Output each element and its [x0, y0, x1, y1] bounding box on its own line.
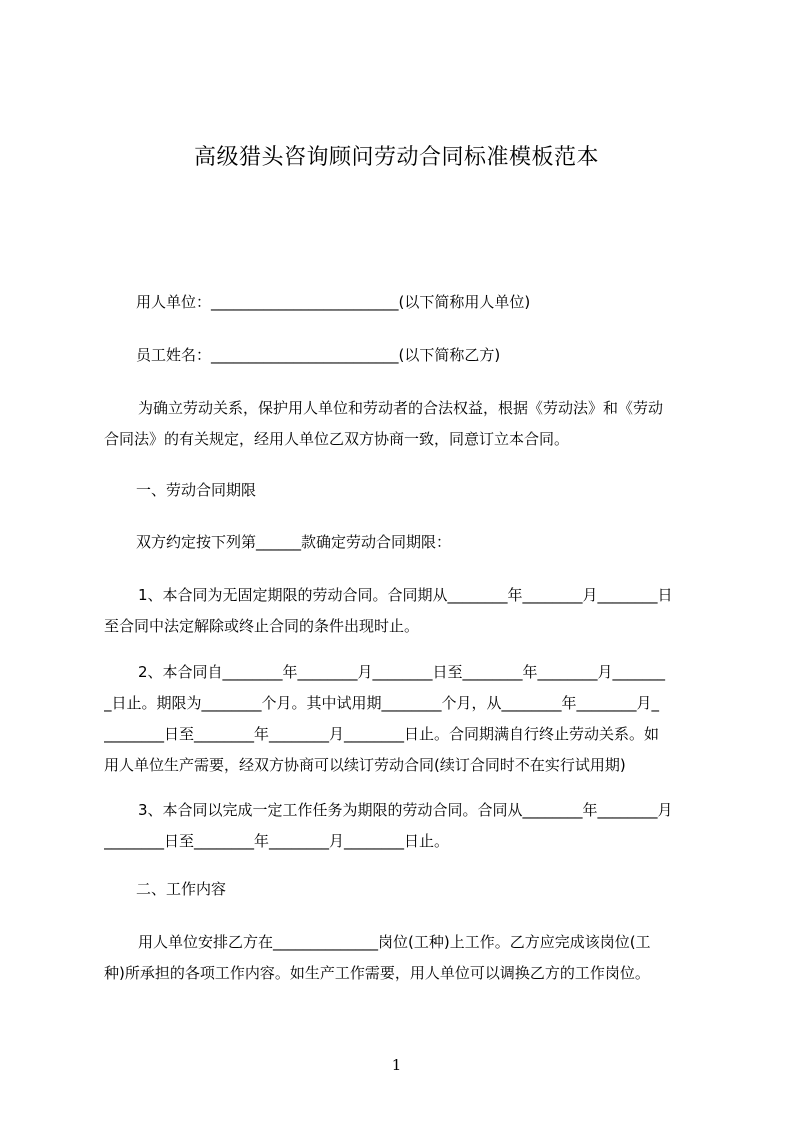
intro-line-1: 为确立劳动关系，保护用人单位和劳动者的合法权益，根据《劳动法》和《劳动 [138, 399, 664, 417]
clause1-line-2: 至合同中法定解除或终止合同的条件出现时止。 [104, 617, 420, 635]
section2-heading: 二、工作内容 [136, 880, 227, 898]
section2-line-2: 种)所承担的各项工作内容。如生产工作需要，用人单位可以调换乙方的工作岗位。 [104, 964, 650, 982]
document-title: 高级猎头咨询顾问劳动合同标准模板范本 [193, 145, 599, 170]
page-number: 1 [391, 1056, 402, 1074]
clause2-line-4: 用人单位生产需要，经双方协商可以续订劳动合同(续订合同时不在实行试用期) [104, 756, 626, 774]
section1-heading: 一、劳动合同期限 [136, 481, 257, 499]
intro-paragraph [104, 393, 704, 455]
clause2-line-3: ________日至________年________月________日止。合同期满自行终止劳动关系。如 [104, 725, 660, 743]
clause1-line-1: 1、本合同为无固定期限的劳动合同。合同期从________年________月________日 [138, 586, 673, 604]
section2-line-1: 用人单位安排乙方在______________岗位(工种)上工作。乙方应完成该岗位(工 [138, 933, 651, 951]
clause-3 [104, 795, 704, 857]
employee-line: 员工姓名：_________________________(以下简称乙方) [136, 346, 501, 364]
intro-line-2: 合同法》的有关规定，经用人单位乙双方协商一致，同意订立本合同。 [104, 430, 570, 448]
clause2-line-2: _日止。期限为________个月。其中试用期________个月，从________年________月_ [104, 694, 660, 712]
clause3-line-2: ________日至________年________月________日止。 [104, 832, 450, 850]
clause3-line-1: 3、本合同以完成一定工作任务为期限的劳动合同。合同从________年________月 [138, 801, 673, 819]
clause-1 [104, 580, 704, 642]
section2-body [104, 927, 704, 989]
section1-lead: 双方约定按下列第______款确定劳动合同期限： [136, 533, 452, 551]
clause2-line-1: 2、本合同自________年________月________日至________年________月_______ [138, 663, 666, 681]
employer-line: 用人单位：_________________________(以下简称用人单位) [136, 293, 531, 311]
clause-2 [104, 657, 704, 781]
